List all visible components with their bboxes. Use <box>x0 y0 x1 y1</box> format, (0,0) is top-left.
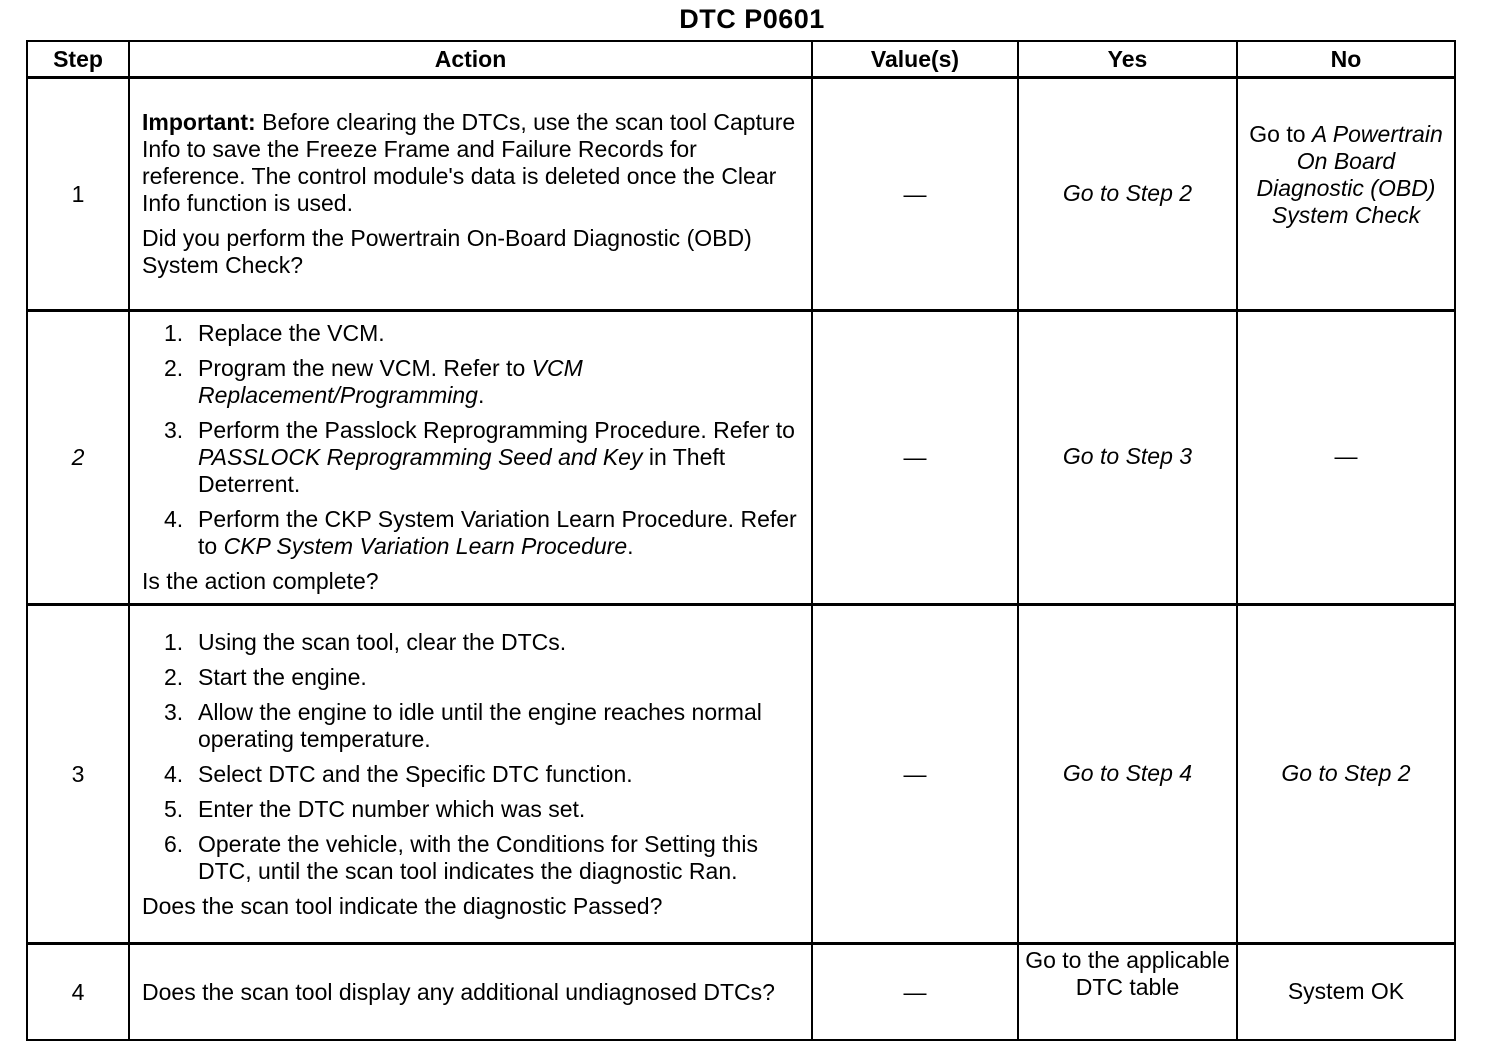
list-item-number: 3. <box>164 417 184 443</box>
action-question: Did you perform the Powertrain On-Board Diagnostic (OBD) System Check? <box>142 225 752 278</box>
yes-cell: Go to the applicable DTC table <box>1018 944 1237 1041</box>
list-item-suffix: . <box>627 533 634 559</box>
list-item-text: Select DTC and the Specific DTC function. <box>198 760 633 787</box>
list-item-number: 2. <box>164 663 184 690</box>
list-item-text: Operate the vehicle, with the Conditions for Setting this DTC, until the scan tool indicates the diagnostic Ran. <box>198 830 758 884</box>
values-cell: — <box>812 311 1018 605</box>
list-item <box>142 831 799 885</box>
list-item-suffix: in Theft Deterrent. <box>198 444 726 497</box>
list-item <box>142 796 799 823</box>
list-item <box>142 699 799 753</box>
action-steps-list <box>142 629 799 885</box>
header-yes: Yes <box>1018 41 1237 78</box>
values-cell: — <box>812 944 1018 1041</box>
step-number: 4 <box>27 944 129 1041</box>
list-item-number: 6. <box>164 830 184 857</box>
list-item <box>142 629 799 656</box>
action-question: Is the action complete? <box>142 568 379 594</box>
list-item <box>142 761 799 788</box>
page-title: DTC P0601 <box>679 4 825 34</box>
list-item-text: Perform the Passlock Reprogramming Procedure. Refer to <box>198 417 795 443</box>
no-prefix: Go to <box>1249 121 1312 147</box>
list-item-reference: VCM Replacement/Programming <box>198 355 583 408</box>
list-item <box>142 506 799 560</box>
list-item-number: 5. <box>164 795 184 822</box>
list-item <box>142 320 799 347</box>
step-number: 3 <box>27 605 129 944</box>
action-cell <box>129 944 812 1041</box>
list-item-number: 3. <box>164 698 184 725</box>
header-action: Action <box>129 41 812 78</box>
important-label: Important: <box>142 109 256 135</box>
list-item-number: 1. <box>164 320 184 346</box>
list-item-suffix: . <box>477 382 485 408</box>
no-cell: Go to Step 2 <box>1237 605 1455 944</box>
header-values: Value(s) <box>812 41 1018 78</box>
values-cell: — <box>812 605 1018 944</box>
list-item-number: 2. <box>164 355 184 381</box>
yes-cell: Go to Step 4 <box>1018 605 1237 944</box>
action-cell <box>129 78 812 311</box>
list-item-text: Allow the engine to idle until the engine reaches normal operating temperature. <box>198 698 762 752</box>
header-no: No <box>1237 41 1455 78</box>
list-item-text: Program the new VCM. Refer to <box>198 355 532 381</box>
list-item-text: Enter the DTC number which was set. <box>198 795 586 822</box>
table-row-step-2 <box>27 311 1455 605</box>
action-steps-list <box>142 320 799 560</box>
step-number: 1 <box>27 78 129 311</box>
action-question: Does the scan tool indicate the diagnostic Passed? <box>142 892 663 919</box>
yes-cell: Go to Step 2 <box>1018 78 1237 311</box>
step-number: 2 <box>27 311 129 605</box>
header-row <box>27 41 1455 78</box>
header-step: Step <box>27 41 129 78</box>
yes-cell: Go to Step 3 <box>1018 311 1237 605</box>
table-row-step-3 <box>27 605 1455 944</box>
action-cell <box>129 311 812 605</box>
no-cell <box>1237 78 1455 311</box>
action-cell <box>129 605 812 944</box>
table-row-step-1 <box>27 78 1455 311</box>
list-item <box>142 355 799 409</box>
no-cell: — <box>1237 311 1455 605</box>
table-row-step-4 <box>27 944 1455 1041</box>
list-item-text: Start the engine. <box>198 663 367 690</box>
no-cell: System OK <box>1237 944 1455 1041</box>
no-reference: A Powertrain On Board Diagnostic (OBD) System Check <box>1256 121 1443 228</box>
list-item-reference: PASSLOCK Reprogramming Seed and Key <box>198 444 643 470</box>
list-item <box>142 664 799 691</box>
list-item-text: Perform the CKP System Variation Learn Procedure. Refer to <box>198 506 797 559</box>
list-item-text: Replace the VCM. <box>198 320 385 346</box>
important-text: Before clearing the DTCs, use the scan tool Capture Info to save the Freeze Frame and Failure Records for reference. The control module's data is deleted once the Clear Info function is used. <box>142 109 796 216</box>
list-item-reference: CKP System Variation Learn Procedure <box>223 533 628 559</box>
list-item-text: Using the scan tool, clear the DTCs. <box>198 628 567 655</box>
list-item <box>142 417 799 498</box>
action-question: Does the scan tool display any additional undiagnosed DTCs? <box>142 978 775 1005</box>
values-cell: — <box>812 78 1018 311</box>
important-note <box>142 109 799 217</box>
list-item-number: 1. <box>164 628 184 655</box>
list-item-number: 4. <box>164 760 184 787</box>
diagnostic-table <box>26 40 1456 1041</box>
list-item-number: 4. <box>164 506 184 532</box>
